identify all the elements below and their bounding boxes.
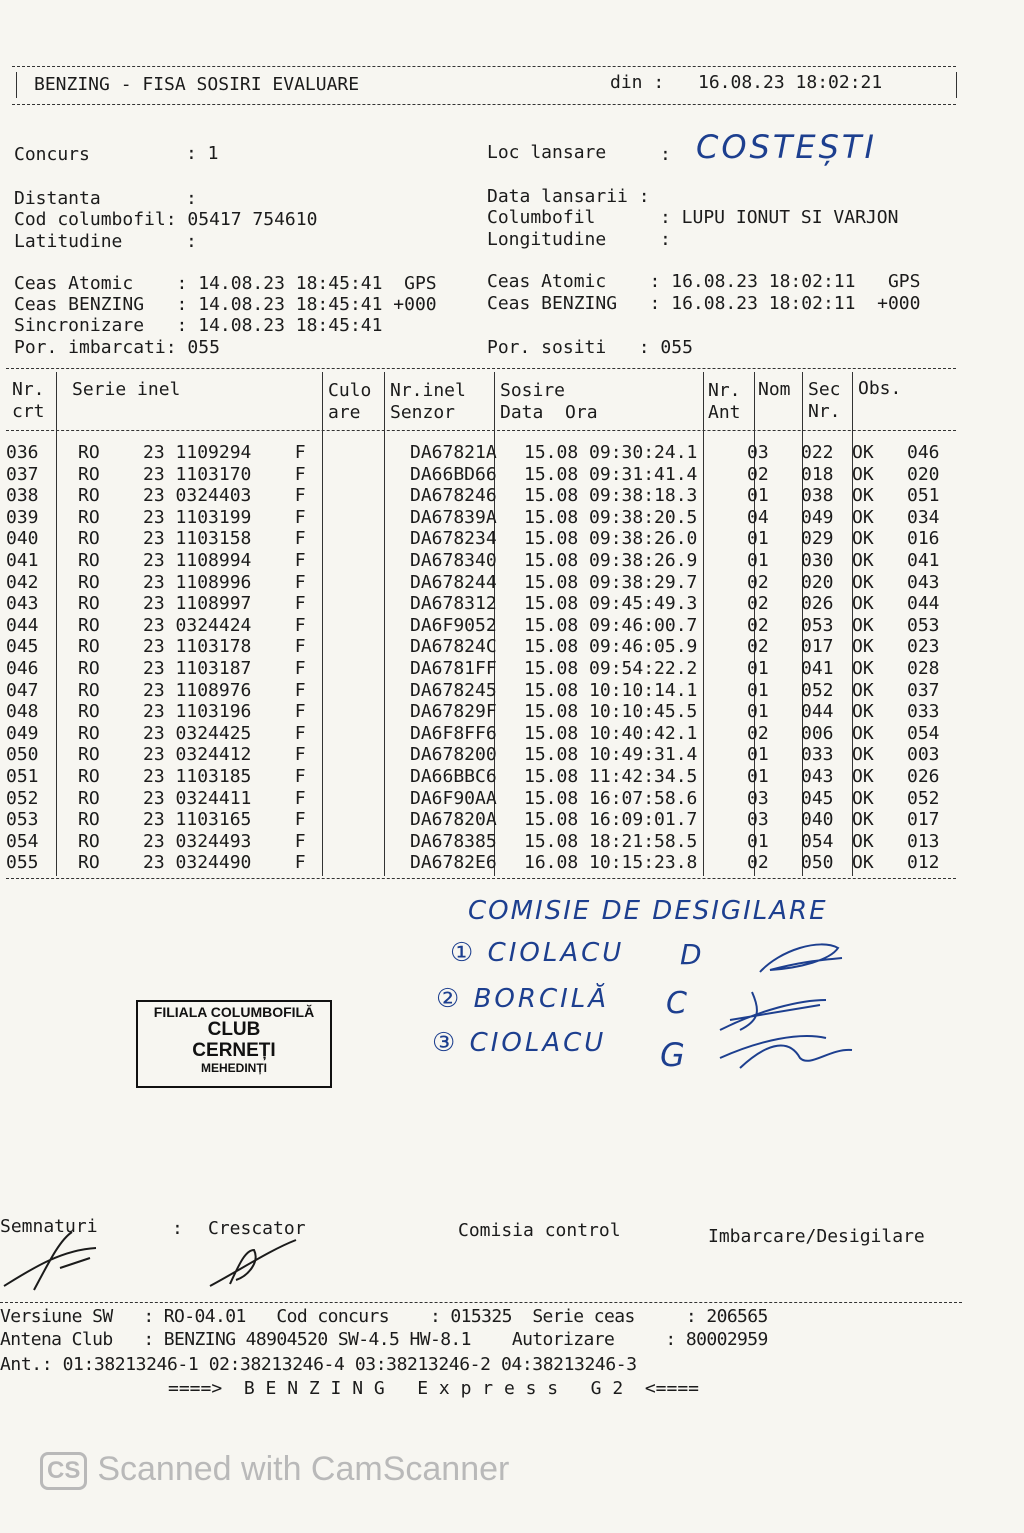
cell-ant: 03 bbox=[747, 787, 769, 809]
cell-sec: OK bbox=[852, 679, 874, 701]
cell-senzor: DA67829F bbox=[410, 701, 497, 723]
longitudine-label: Longitudine bbox=[487, 229, 607, 250]
member-3-role: G bbox=[660, 1036, 685, 1074]
cell-nom: 017 bbox=[801, 636, 834, 658]
cell-nom: 044 bbox=[801, 701, 834, 723]
cell-nr: 036 bbox=[6, 442, 39, 463]
header-nom: Nom bbox=[758, 379, 791, 400]
cell-sec: OK bbox=[852, 765, 874, 787]
cell-senzor: DA678340 bbox=[410, 549, 497, 571]
cell-culo bbox=[344, 680, 406, 702]
versiune-sw: Versiune SW : RO-04.01 Cod concurs : 015325 Serie ceas : 206565 bbox=[0, 1306, 768, 1327]
sincronizare: Sincronizare : 14.08.23 18:45:41 bbox=[14, 315, 383, 336]
cell-senzor: DA678234 bbox=[410, 528, 497, 550]
cell-obs: 017 bbox=[907, 809, 940, 831]
camscanner-text: Scanned with CamScanner bbox=[97, 1450, 510, 1488]
din-label: din : bbox=[610, 72, 665, 93]
por-imbarcati: Por. imbarcati: 055 bbox=[14, 337, 220, 358]
table-row bbox=[6, 723, 967, 745]
cell-senzor: DA678246 bbox=[410, 485, 497, 507]
cell-sosire: 15.08 18:21:58.5 bbox=[524, 830, 698, 852]
comisia-control-label: Comisia control bbox=[458, 1220, 621, 1241]
table-row bbox=[6, 809, 967, 831]
cell-nr: 055 bbox=[6, 852, 39, 874]
cell-senzor: DA66BD66 bbox=[410, 463, 497, 485]
header-obs: Obs. bbox=[858, 378, 902, 399]
signature-scribble bbox=[760, 944, 842, 972]
header-serie-inel: Serie inel bbox=[72, 379, 181, 400]
cell-serie: RO 23 1108994 F bbox=[78, 549, 306, 571]
signature-scribble bbox=[210, 1240, 296, 1286]
cell-culo bbox=[344, 701, 406, 723]
latitudine-label: Latitudine bbox=[14, 231, 123, 252]
latitudine-value: : bbox=[186, 231, 197, 252]
member-2: ② BORCILĂ bbox=[436, 984, 610, 1014]
cell-serie: RO 23 1103170 F bbox=[78, 463, 306, 485]
cell-nom: 043 bbox=[801, 765, 834, 787]
cell-sec: OK bbox=[852, 636, 874, 658]
header-sosire: Sosire bbox=[500, 380, 566, 401]
footer-divider bbox=[0, 1302, 962, 1303]
cell-sec: OK bbox=[852, 744, 874, 766]
cell-sosire: 15.08 09:54:22.2 bbox=[524, 657, 698, 679]
cell-obs: 028 bbox=[907, 657, 940, 679]
cell-serie: RO 23 1103158 F bbox=[78, 528, 306, 550]
cell-culo bbox=[344, 809, 406, 831]
cell-senzor: DA67839A bbox=[410, 506, 497, 528]
cell-ant: 01 bbox=[747, 744, 769, 766]
cell-sosire: 15.08 09:46:00.7 bbox=[524, 614, 698, 636]
member-1-role: D bbox=[680, 938, 702, 971]
table-row bbox=[6, 528, 967, 550]
header-top-border bbox=[12, 66, 956, 67]
cell-obs: 020 bbox=[907, 463, 940, 485]
cell-ant: 02 bbox=[747, 593, 769, 615]
camscanner-logo-icon: CS bbox=[40, 1452, 87, 1490]
semnaturi-label: Semnaturi bbox=[0, 1216, 98, 1237]
cell-sec: OK bbox=[852, 442, 874, 463]
table-row bbox=[6, 658, 967, 680]
benzing-express-banner: ====> B E N Z I N G E x p r e s s G 2 <==== bbox=[168, 1378, 700, 1399]
cell-senzor: DA67821A bbox=[410, 442, 497, 463]
cell-obs: 023 bbox=[907, 636, 940, 658]
table-row bbox=[6, 572, 967, 594]
cell-culo bbox=[344, 550, 406, 572]
cell-serie: RO 23 1103199 F bbox=[78, 506, 306, 528]
cell-obs: 013 bbox=[907, 830, 940, 852]
cell-sosire: 15.08 16:07:58.6 bbox=[524, 787, 698, 809]
cell-senzor: DA6782E6 bbox=[410, 852, 497, 874]
cell-serie: RO 23 0324425 F bbox=[78, 722, 306, 744]
por-sositi: Por. sositi : 055 bbox=[487, 337, 693, 358]
cell-ant: 02 bbox=[747, 614, 769, 636]
cell-obs: 026 bbox=[907, 765, 940, 787]
cell-nr: 042 bbox=[6, 571, 39, 593]
cell-sosire: 15.08 10:10:14.1 bbox=[524, 679, 698, 701]
longitudine-value: : bbox=[660, 229, 671, 250]
cell-sosire: 15.08 09:31:41.4 bbox=[524, 463, 698, 485]
din-value: 16.08.23 18:02:21 bbox=[698, 72, 883, 93]
cell-nr: 043 bbox=[6, 593, 39, 615]
cell-nom: 030 bbox=[801, 549, 834, 571]
cell-sosire: 15.08 09:30:24.1 bbox=[524, 442, 698, 463]
cell-obs: 051 bbox=[907, 485, 940, 507]
cell-obs: 041 bbox=[907, 549, 940, 571]
cell-ant: 01 bbox=[747, 679, 769, 701]
cell-sosire: 15.08 10:40:42.1 bbox=[524, 722, 698, 744]
cell-culo bbox=[344, 464, 406, 486]
header-senzor: Senzor bbox=[390, 402, 456, 423]
table-row bbox=[6, 550, 967, 572]
antena-club: Antena Club : BENZING 48904520 SW-4.5 HW-8.1 Autorizare : 80002959 bbox=[0, 1329, 768, 1350]
table-bottom-border bbox=[6, 878, 956, 879]
cell-sec: OK bbox=[852, 830, 874, 852]
signature-scribble bbox=[720, 1036, 852, 1068]
cell-sec: OK bbox=[852, 787, 874, 809]
cell-nom: 029 bbox=[801, 528, 834, 550]
cell-ant: 01 bbox=[747, 830, 769, 852]
cell-serie: RO 23 1109294 F bbox=[78, 442, 306, 463]
cell-sosire: 15.08 09:38:29.7 bbox=[524, 571, 698, 593]
cell-culo bbox=[344, 831, 406, 853]
cell-nom: 054 bbox=[801, 830, 834, 852]
header-ant: Ant bbox=[708, 402, 741, 423]
cell-nr: 039 bbox=[6, 506, 39, 528]
header-culoare: Culo bbox=[328, 380, 372, 401]
stamp-line-3: CERNEȚI bbox=[192, 1040, 276, 1062]
cell-nr: 041 bbox=[6, 549, 39, 571]
cell-serie: RO 23 0324493 F bbox=[78, 830, 306, 852]
table-row bbox=[6, 766, 967, 788]
antene-list: Ant.: 01:38213246-1 02:38213246-4 03:38213246-2 04:38213246-3 bbox=[0, 1354, 637, 1375]
cell-senzor: DA6F90AA bbox=[410, 787, 497, 809]
cell-nom: 040 bbox=[801, 809, 834, 831]
cell-nr: 053 bbox=[6, 809, 39, 831]
cell-sosire: 15.08 09:38:26.0 bbox=[524, 528, 698, 550]
table-row bbox=[6, 442, 967, 464]
table-header-border bbox=[6, 430, 956, 431]
table-row bbox=[6, 788, 967, 810]
table-row bbox=[6, 615, 967, 637]
table-row bbox=[6, 593, 967, 615]
table-row bbox=[6, 636, 967, 658]
header-crt: crt bbox=[12, 401, 45, 422]
cell-senzor: DA66BBC6 bbox=[410, 765, 497, 787]
cell-sec: OK bbox=[852, 809, 874, 831]
stamp-line-2: CLUB bbox=[207, 1019, 261, 1041]
cell-culo bbox=[344, 528, 406, 550]
cell-sec: OK bbox=[852, 722, 874, 744]
stamp-line-1: FILIALA COLUMBOFILĂ bbox=[153, 1004, 315, 1020]
cell-sec: OK bbox=[852, 657, 874, 679]
distanta-label: Distanta bbox=[14, 188, 101, 209]
cell-culo bbox=[344, 766, 406, 788]
header-nr-inel: Nr.inel bbox=[390, 380, 466, 401]
cell-sec: OK bbox=[852, 506, 874, 528]
cell-senzor: DA6F8FF6 bbox=[410, 722, 497, 744]
cell-culo bbox=[344, 593, 406, 615]
cell-serie: RO 23 0324412 F bbox=[78, 744, 306, 766]
cell-sosire: 16.08 10:15:23.8 bbox=[524, 852, 698, 874]
stamp-line-4: MEHEDINȚI bbox=[201, 1061, 267, 1076]
cell-obs: 053 bbox=[907, 614, 940, 636]
cell-nr: 049 bbox=[6, 722, 39, 744]
cell-ant: 02 bbox=[747, 722, 769, 744]
cell-nom: 041 bbox=[801, 657, 834, 679]
crescator-label: Crescator bbox=[208, 1218, 306, 1239]
table-row bbox=[6, 831, 967, 853]
cell-sec: OK bbox=[852, 593, 874, 615]
cell-senzor: DA678385 bbox=[410, 830, 497, 852]
data-lansarii-label: Data lansarii : bbox=[487, 186, 650, 207]
cell-ant: 01 bbox=[747, 657, 769, 679]
cell-nr: 046 bbox=[6, 657, 39, 679]
ceas-benzing-start: Ceas BENZING : 14.08.23 18:45:41 +000 bbox=[14, 294, 437, 315]
cell-nom: 020 bbox=[801, 571, 834, 593]
member-3: ③ CIOLACU bbox=[432, 1028, 607, 1058]
cell-sec: OK bbox=[852, 549, 874, 571]
table-row bbox=[6, 852, 967, 874]
cell-culo bbox=[344, 636, 406, 658]
cell-ant: 03 bbox=[747, 442, 769, 463]
cell-ant: 04 bbox=[747, 506, 769, 528]
header-left-border bbox=[16, 72, 17, 98]
cell-ant: 01 bbox=[747, 765, 769, 787]
cell-serie: RO 23 1108996 F bbox=[78, 571, 306, 593]
cell-sosire: 15.08 09:45:49.3 bbox=[524, 593, 698, 615]
table-row bbox=[6, 464, 967, 486]
cell-nr: 048 bbox=[6, 701, 39, 723]
cell-senzor: DA6F9052 bbox=[410, 614, 497, 636]
club-stamp bbox=[136, 1000, 332, 1088]
cell-ant: 01 bbox=[747, 549, 769, 571]
cell-serie: RO 23 0324424 F bbox=[78, 614, 306, 636]
cell-sec: OK bbox=[852, 571, 874, 593]
cell-sec: OK bbox=[852, 614, 874, 636]
distanta-value: : bbox=[186, 188, 197, 209]
cell-ant: 02 bbox=[747, 571, 769, 593]
cell-senzor: DA678245 bbox=[410, 679, 497, 701]
header-bottom-border bbox=[12, 104, 956, 105]
cell-sec: OK bbox=[852, 852, 874, 874]
cell-obs: 033 bbox=[907, 701, 940, 723]
cell-nr: 037 bbox=[6, 463, 39, 485]
cell-obs: 052 bbox=[907, 787, 940, 809]
cell-sec: OK bbox=[852, 485, 874, 507]
cell-nom: 049 bbox=[801, 506, 834, 528]
cell-serie: RO 23 1103165 F bbox=[78, 809, 306, 831]
cell-nom: 050 bbox=[801, 852, 834, 874]
cell-obs: 044 bbox=[907, 593, 940, 615]
header-sec-nr: Nr. bbox=[808, 401, 841, 422]
cell-nom: 026 bbox=[801, 593, 834, 615]
cell-culo bbox=[344, 442, 406, 464]
cell-serie: RO 23 1103185 F bbox=[78, 765, 306, 787]
cell-sec: OK bbox=[852, 701, 874, 723]
concurs-value: : 1 bbox=[186, 143, 219, 164]
cell-sosire: 15.08 09:46:05.9 bbox=[524, 636, 698, 658]
cell-serie: RO 23 1103187 F bbox=[78, 657, 306, 679]
cell-serie: RO 23 1103196 F bbox=[78, 701, 306, 723]
ceas-atomic-end: Ceas Atomic : 16.08.23 18:02:11 GPS bbox=[487, 271, 921, 292]
header-data-ora: Data Ora bbox=[500, 402, 598, 423]
columbofil-value: : LUPU IONUT SI VARJON bbox=[660, 207, 899, 228]
table-top-border bbox=[6, 368, 956, 369]
cell-culo bbox=[344, 744, 406, 766]
camscanner-watermark bbox=[40, 1450, 509, 1490]
cell-culo bbox=[344, 615, 406, 637]
arrivals-table bbox=[6, 442, 967, 874]
cell-obs: 037 bbox=[907, 679, 940, 701]
cell-nom: 006 bbox=[801, 722, 834, 744]
loc-lansare-label: Loc lansare bbox=[487, 142, 607, 163]
cell-ant: 01 bbox=[747, 528, 769, 550]
page-title: BENZING - FISA SOSIRI EVALUARE bbox=[34, 74, 360, 95]
cell-sosire: 15.08 09:38:18.3 bbox=[524, 485, 698, 507]
cell-serie: RO 23 1108997 F bbox=[78, 593, 306, 615]
cell-senzor: DA678312 bbox=[410, 593, 497, 615]
member-1: ① CIOLACU bbox=[450, 938, 625, 968]
cell-sosire: 15.08 11:42:34.5 bbox=[524, 765, 698, 787]
cell-sosire: 15.08 10:10:45.5 bbox=[524, 701, 698, 723]
imbarcare-desigilare-label: Imbarcare/Desigilare bbox=[708, 1226, 925, 1247]
cell-culo bbox=[344, 788, 406, 810]
comisie-heading: COMISIE DE DESIGILARE bbox=[468, 896, 828, 926]
cell-ant: 02 bbox=[747, 636, 769, 658]
cell-nom: 022 bbox=[801, 442, 834, 463]
cell-ant: 03 bbox=[747, 809, 769, 831]
cell-nom: 052 bbox=[801, 679, 834, 701]
cell-nr: 052 bbox=[6, 787, 39, 809]
cod-columbofil: Cod columbofil: 05417 754610 bbox=[14, 209, 318, 230]
cell-nr: 051 bbox=[6, 765, 39, 787]
loc-lansare-colon: : bbox=[660, 144, 671, 165]
columbofil-label: Columbofil bbox=[487, 207, 596, 228]
cell-nom: 053 bbox=[801, 614, 834, 636]
cell-obs: 046 bbox=[907, 442, 940, 463]
cell-obs: 043 bbox=[907, 571, 940, 593]
cell-serie: RO 23 0324490 F bbox=[78, 852, 306, 874]
cell-culo bbox=[344, 507, 406, 529]
header-nr-ant: Nr. bbox=[708, 380, 741, 401]
cell-culo bbox=[344, 723, 406, 745]
table-row bbox=[6, 485, 967, 507]
cell-nr: 050 bbox=[6, 744, 39, 766]
cell-obs: 054 bbox=[907, 722, 940, 744]
cell-serie: RO 23 1103178 F bbox=[78, 636, 306, 658]
cell-culo bbox=[344, 658, 406, 680]
cell-ant: 02 bbox=[747, 463, 769, 485]
cell-nr: 047 bbox=[6, 679, 39, 701]
table-row bbox=[6, 680, 967, 702]
ceas-atomic-start: Ceas Atomic : 14.08.23 18:45:41 GPS bbox=[14, 273, 437, 294]
cell-obs: 003 bbox=[907, 744, 940, 766]
table-row bbox=[6, 744, 967, 766]
cell-sec: OK bbox=[852, 463, 874, 485]
cell-ant: 01 bbox=[747, 485, 769, 507]
cell-senzor: DA6781FF bbox=[410, 657, 497, 679]
cell-obs: 012 bbox=[907, 852, 940, 874]
cell-senzor: DA67824C bbox=[410, 636, 497, 658]
cell-obs: 034 bbox=[907, 506, 940, 528]
table-row bbox=[6, 701, 967, 723]
cell-ant: 01 bbox=[747, 701, 769, 723]
cell-obs: 016 bbox=[907, 528, 940, 550]
cell-nr: 038 bbox=[6, 485, 39, 507]
cell-sosire: 15.08 10:49:31.4 bbox=[524, 744, 698, 766]
cell-nom: 045 bbox=[801, 787, 834, 809]
cell-serie: RO 23 0324403 F bbox=[78, 485, 306, 507]
cell-culo bbox=[344, 485, 406, 507]
signature-scribble bbox=[4, 1232, 96, 1290]
member-2-role: C bbox=[666, 986, 687, 1021]
cell-senzor: DA678244 bbox=[410, 571, 497, 593]
cell-sosire: 15.08 16:09:01.7 bbox=[524, 809, 698, 831]
cell-serie: RO 23 0324411 F bbox=[78, 787, 306, 809]
cell-sosire: 15.08 09:38:20.5 bbox=[524, 506, 698, 528]
cell-sec: OK bbox=[852, 528, 874, 550]
concurs-label: Concurs bbox=[14, 144, 90, 165]
header-culoare-2: are bbox=[328, 402, 361, 423]
cell-nr: 054 bbox=[6, 830, 39, 852]
header-right-border bbox=[956, 72, 957, 98]
signature-scribble bbox=[720, 992, 826, 1030]
cell-nr: 040 bbox=[6, 528, 39, 550]
cell-nom: 033 bbox=[801, 744, 834, 766]
cell-ant: 02 bbox=[747, 852, 769, 874]
cell-nom: 038 bbox=[801, 485, 834, 507]
ceas-benzing-end: Ceas BENZING : 16.08.23 18:02:11 +000 bbox=[487, 293, 921, 314]
semnaturi-colon: : bbox=[172, 1218, 183, 1239]
header-nr: Nr. bbox=[12, 379, 45, 400]
cell-culo bbox=[344, 852, 406, 874]
header-sec: Sec bbox=[808, 379, 841, 400]
cell-serie: RO 23 1108976 F bbox=[78, 679, 306, 701]
table-row bbox=[6, 507, 967, 529]
cell-sosire: 15.08 09:38:26.9 bbox=[524, 549, 698, 571]
cell-nr: 044 bbox=[6, 614, 39, 636]
cell-senzor: DA678200 bbox=[410, 744, 497, 766]
cell-nr: 045 bbox=[6, 636, 39, 658]
cell-nom: 018 bbox=[801, 463, 834, 485]
cell-culo bbox=[344, 572, 406, 594]
cell-senzor: DA67820A bbox=[410, 809, 497, 831]
loc-lansare-handwritten: COSTEȘTI bbox=[696, 128, 877, 166]
